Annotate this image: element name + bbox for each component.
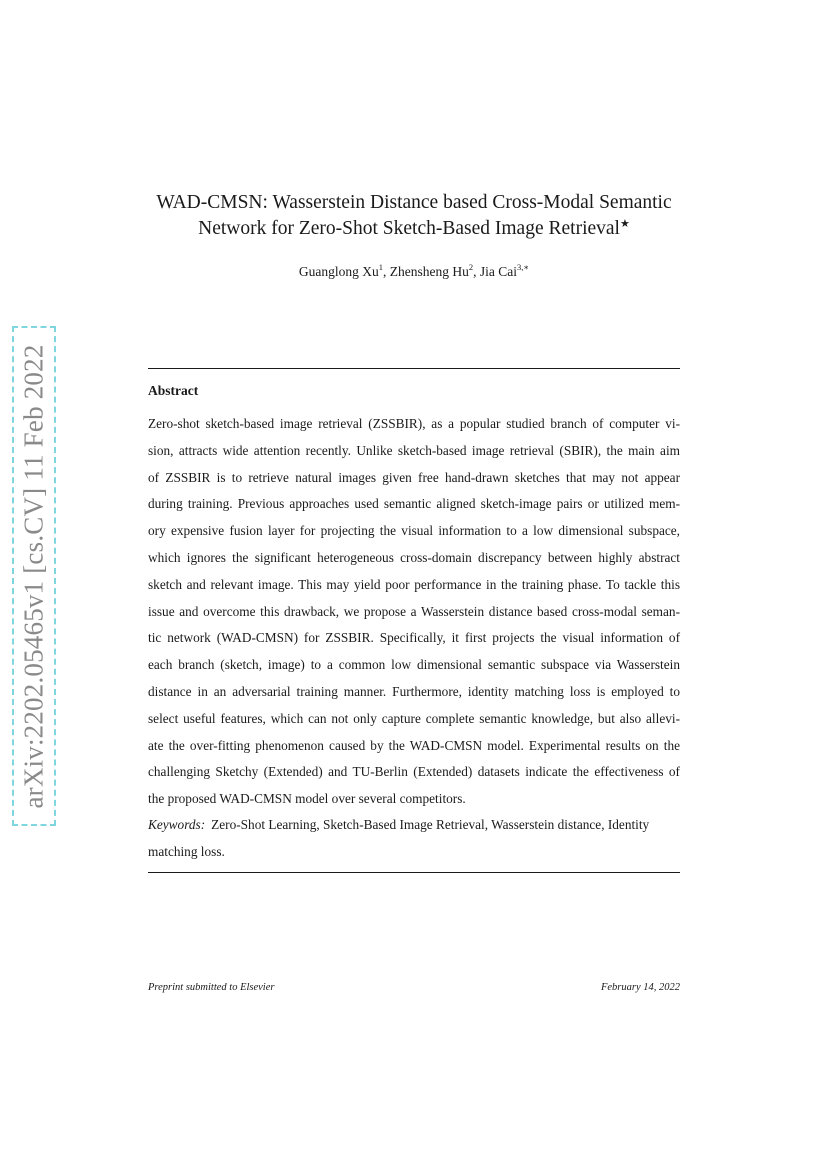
paper-title: [148, 190, 680, 242]
abstract-line: Zero-shot sketch-based image retrieval (ZSSBIR), as a popular studied branch of computer vi-: [148, 416, 680, 431]
page-footer: [148, 980, 680, 996]
author-name: Guanglong Xu: [298, 264, 379, 279]
keywords-line-1: [148, 815, 680, 842]
abstract-line: sketch and relevant image. This may yield poor performance in the training phase. To tackle this: [148, 576, 680, 592]
abstract-body: [148, 414, 680, 816]
abstract-line: of ZSSBIR is to retrieve natural images given free hand-drawn sketches that may not appear: [148, 469, 680, 485]
keywords-text: Zero-Shot Learning, Sketch-Based Image Retrieval, Wasserstein distance, Identity: [211, 817, 650, 832]
author-affiliation: 1: [378, 262, 383, 272]
abstract-line: ory expensive fusion layer for projecting the visual information to a low dimensional subspace,: [148, 523, 680, 539]
title-line-1: WAD-CMSN: Wasserstein Distance based Cross-Modal Semantic: [156, 192, 672, 213]
author-affiliation: 2: [468, 262, 474, 272]
author-name: Zhensheng Hu: [389, 264, 469, 279]
abstract-line: challenging Sketchy (Extended) and TU-Berlin (Extended) datasets indicate the effectiveness of: [148, 764, 680, 780]
footer-preprint-note: Preprint submitted to Elsevier: [148, 982, 275, 993]
title-line-2: [148, 216, 680, 242]
arxiv-stamp: [12, 326, 56, 826]
title-line-2-text: Network for Zero-Shot Sketch-Based Image Retrieval: [198, 218, 620, 239]
arxiv-identifier: arXiv:2202.05465v1 [cs.CV] 11 Feb 2022: [18, 343, 49, 809]
abstract-line: which ignores the significant heterogeneous cross-domain discrepancy between highly abstract: [148, 549, 680, 565]
abstract-line: during training. Previous approaches used semantic aligned sketch-image pairs or utilized mem-: [148, 496, 680, 512]
author-affiliation: 3,∗: [516, 262, 530, 272]
title-footnote-mark: ★: [619, 218, 630, 230]
footer-date: February 14, 2022: [600, 982, 680, 993]
abstract-line: issue and overcome this drawback, we propose a Wasserstein distance based cross-modal seman-: [148, 603, 680, 619]
abstract-bottom-rule: [148, 872, 680, 873]
abstract-top-rule: [148, 368, 680, 369]
abstract-line: each branch (sketch, image) to a common low dimensional semantic subspace via Wasserstein: [148, 657, 680, 673]
abstract-line: ate the over-fitting phenomenon caused by the WAD-CMSN model. Experimental results on the: [148, 737, 680, 753]
keywords-block: [148, 815, 680, 869]
abstract-line: sion, attracts wide attention recently. Unlike sketch-based image retrieval (SBIR), the main aim: [148, 442, 680, 458]
keywords-label: Keywords:: [148, 817, 206, 832]
author-name: Jia Cai: [479, 264, 517, 279]
author-list: Guanglong Xu$^1$, Zhensheng Hu$^2$, Jia Cai$^{3,∗}$: [298, 262, 530, 279]
keywords-line-2: matching loss.: [148, 843, 225, 859]
abstract-line: the proposed WAD-CMSN model over several competitors.: [148, 791, 466, 807]
abstract-heading: Abstract: [148, 383, 199, 398]
abstract-line: tic network (WAD-CMSN) for ZSSBIR. Specifically, it first projects the visual information of: [148, 630, 680, 646]
abstract-line: select useful features, which can not only capture complete semantic knowledge, but also allevi-: [148, 710, 680, 726]
abstract-line: distance in an adversarial training manner. Furthermore, identity matching loss is employed to: [148, 683, 680, 699]
